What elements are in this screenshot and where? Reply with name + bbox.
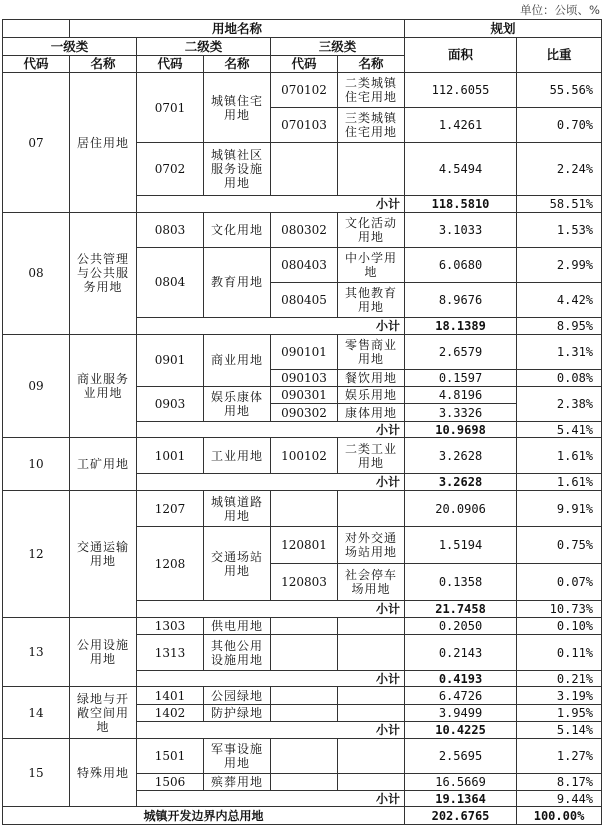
level3-code: 090301 [271, 387, 338, 404]
level1-name: 公共管理与公共服务用地 [70, 212, 137, 334]
level2-name: 供电用地 [204, 617, 271, 634]
subtotal-area: 10.9698 [405, 421, 517, 437]
ratio-value: 3.19% [517, 687, 602, 704]
level3-code: 070103 [271, 108, 338, 143]
area-value: 20.0906 [405, 490, 517, 527]
ratio-value: 0.75% [517, 527, 602, 564]
level2-name: 文化用地 [204, 212, 271, 247]
header-level2: 二级类 [137, 38, 271, 55]
header-area: 面积 [405, 38, 517, 73]
unit-label: 单位：公顷、% [520, 3, 600, 17]
level2-code: 1001 [137, 438, 204, 474]
level1-name: 商业服务业用地 [70, 334, 137, 438]
ratio-value: 4.42% [517, 283, 602, 318]
area-value: 112.6055 [405, 73, 517, 108]
level3-code: 090302 [271, 404, 338, 421]
ratio-value: 1.27% [517, 738, 602, 773]
level3-name: 中小学用地 [338, 247, 405, 283]
table-row [3, 490, 602, 527]
subtotal-area: 118.5810 [405, 196, 517, 212]
level2-code: 1208 [137, 527, 204, 601]
level2-name: 工业用地 [204, 438, 271, 474]
table-row [3, 212, 602, 247]
header-row-2 [3, 38, 602, 55]
header-ratio: 比重 [517, 38, 602, 73]
level3-code: 080403 [271, 247, 338, 283]
level2-name: 城镇社区服务设施用地 [204, 143, 271, 196]
ratio-value: 2.24% [517, 143, 602, 196]
level2-code: 1401 [137, 687, 204, 704]
level1-name: 居住用地 [70, 73, 137, 212]
header-level3: 三级类 [271, 38, 405, 55]
level2-name: 交通场站用地 [204, 527, 271, 601]
level1-code: 08 [3, 212, 70, 334]
ratio-value: 8.17% [517, 773, 602, 790]
subtotal-ratio: 58.51% [517, 196, 602, 212]
ratio-value: 0.11% [517, 635, 602, 671]
subtotal-ratio: 8.95% [517, 318, 602, 334]
subtotal-ratio: 1.61% [517, 474, 602, 490]
area-value: 2.5695 [405, 738, 517, 773]
level2-name: 防护绿地 [204, 704, 271, 721]
area-value: 0.1358 [405, 564, 517, 601]
area-value: 6.4726 [405, 687, 517, 704]
ratio-value: 1.31% [517, 334, 602, 369]
header-name: 名称 [338, 55, 405, 72]
subtotal-ratio: 10.73% [517, 601, 602, 617]
level2-name: 城镇住宅用地 [204, 73, 271, 143]
subtotal-area: 0.4193 [405, 671, 517, 687]
level2-name: 商业用地 [204, 334, 271, 386]
area-value: 1.4261 [405, 108, 517, 143]
level1-name: 工矿用地 [70, 438, 137, 490]
level1-code: 07 [3, 73, 70, 212]
ratio-value: 0.10% [517, 617, 602, 634]
area-value: 3.9499 [405, 704, 517, 721]
level2-name: 其他公用设施用地 [204, 635, 271, 671]
level3-name: 零售商业用地 [338, 334, 405, 369]
ratio-value: 1.61% [517, 438, 602, 474]
level1-name: 交通运输用地 [70, 490, 137, 617]
level3-name: 文化活动用地 [338, 212, 405, 247]
area-value: 4.8196 [405, 387, 517, 404]
level2-name: 军事设施用地 [204, 738, 271, 773]
table-row [3, 617, 602, 634]
ratio-value: 9.91% [517, 490, 602, 527]
area-value: 16.5669 [405, 773, 517, 790]
header-blank [3, 20, 70, 38]
level2-name: 娱乐康体用地 [204, 387, 271, 422]
total-ratio: 100.00% [517, 807, 602, 825]
ratio-value: 1.53% [517, 212, 602, 247]
level2-code: 1207 [137, 490, 204, 527]
level3-code: 120803 [271, 564, 338, 601]
subtotal-area: 21.7458 [405, 601, 517, 617]
level2-name: 教育用地 [204, 247, 271, 318]
level2-name: 殡葬用地 [204, 773, 271, 790]
area-value: 1.5194 [405, 527, 517, 564]
ratio-value: 55.56% [517, 73, 602, 108]
total-row [3, 807, 602, 825]
ratio-value: 0.08% [517, 369, 602, 386]
area-value: 0.1597 [405, 369, 517, 386]
level2-code: 0804 [137, 247, 204, 318]
subtotal-label: 小计 [137, 318, 405, 334]
header-level1: 一级类 [3, 38, 137, 55]
total-area: 202.6765 [405, 807, 517, 825]
subtotal-ratio: 5.41% [517, 421, 602, 437]
level3-name: 三类城镇住宅用地 [338, 108, 405, 143]
level1-code: 10 [3, 438, 70, 490]
level1-code: 13 [3, 617, 70, 687]
header-landuse-name: 用地名称 [70, 20, 405, 38]
subtotal-area: 10.4225 [405, 722, 517, 738]
level1-name: 公用设施用地 [70, 617, 137, 687]
level2-code: 1506 [137, 773, 204, 790]
level1-code: 12 [3, 490, 70, 617]
table-row [3, 687, 602, 704]
level2-code: 0903 [137, 387, 204, 422]
total-label: 城镇开发边界内总用地 [3, 807, 405, 825]
level3-code: 090103 [271, 369, 338, 386]
level1-code: 14 [3, 687, 70, 738]
level3-code: 090101 [271, 334, 338, 369]
level3-name: 娱乐用地 [338, 387, 405, 404]
subtotal-label: 小计 [137, 196, 405, 212]
subtotal-area: 19.1364 [405, 790, 517, 806]
subtotal-label: 小计 [137, 421, 405, 437]
level3-code: 080405 [271, 283, 338, 318]
level1-code: 09 [3, 334, 70, 438]
level3-name: 社会停车场用地 [338, 564, 405, 601]
subtotal-label: 小计 [137, 671, 405, 687]
ratio-value: 0.70% [517, 108, 602, 143]
table-row [3, 438, 602, 474]
header-name: 名称 [70, 55, 137, 72]
subtotal-ratio: 9.44% [517, 790, 602, 806]
level2-code: 0901 [137, 334, 204, 386]
land-use-table [2, 19, 602, 825]
subtotal-label: 小计 [137, 474, 405, 490]
subtotal-label: 小计 [137, 790, 405, 806]
level2-code: 1313 [137, 635, 204, 671]
table-row [3, 738, 602, 773]
level3-name: 二类城镇住宅用地 [338, 73, 405, 108]
level3-name: 对外交通场站用地 [338, 527, 405, 564]
level1-name: 绿地与开敞空间用地 [70, 687, 137, 738]
level3-code: 100102 [271, 438, 338, 474]
level2-name: 公园绿地 [204, 687, 271, 704]
level3-code: 070102 [271, 73, 338, 108]
ratio-value: 0.07% [517, 564, 602, 601]
subtotal-ratio: 5.14% [517, 722, 602, 738]
level2-code: 1402 [137, 704, 204, 721]
area-value: 4.5494 [405, 143, 517, 196]
area-value: 3.3326 [405, 404, 517, 421]
level3-name: 其他教育用地 [338, 283, 405, 318]
level3-name: 康体用地 [338, 404, 405, 421]
area-value: 0.2050 [405, 617, 517, 634]
level1-code: 15 [3, 738, 70, 807]
area-value: 0.2143 [405, 635, 517, 671]
area-value: 3.2628 [405, 438, 517, 474]
level3-code: 120801 [271, 527, 338, 564]
level2-name: 城镇道路用地 [204, 490, 271, 527]
area-value: 3.1033 [405, 212, 517, 247]
header-code: 代码 [271, 55, 338, 72]
table-row [3, 334, 602, 369]
subtotal-ratio: 0.21% [517, 671, 602, 687]
header-name: 名称 [204, 55, 271, 72]
header-code: 代码 [3, 55, 70, 72]
level2-code: 1501 [137, 738, 204, 773]
subtotal-area: 3.2628 [405, 474, 517, 490]
table-row [3, 73, 602, 108]
level2-code: 0803 [137, 212, 204, 247]
ratio-value: 2.38% [517, 387, 602, 422]
subtotal-label: 小计 [137, 601, 405, 617]
level2-code: 1303 [137, 617, 204, 634]
area-value: 6.0680 [405, 247, 517, 283]
area-value: 8.9676 [405, 283, 517, 318]
header-row-1 [3, 20, 602, 38]
level3-code: 080302 [271, 212, 338, 247]
header-plan: 规划 [405, 20, 602, 38]
subtotal-area: 18.1389 [405, 318, 517, 334]
area-value: 2.6579 [405, 334, 517, 369]
ratio-value: 2.99% [517, 247, 602, 283]
level2-code: 0701 [137, 73, 204, 143]
level3-name: 餐饮用地 [338, 369, 405, 386]
header-code: 代码 [137, 55, 204, 72]
level1-name: 特殊用地 [70, 738, 137, 807]
subtotal-label: 小计 [137, 722, 405, 738]
ratio-value: 1.95% [517, 704, 602, 721]
level2-code: 0702 [137, 143, 204, 196]
level3-name: 二类工业用地 [338, 438, 405, 474]
